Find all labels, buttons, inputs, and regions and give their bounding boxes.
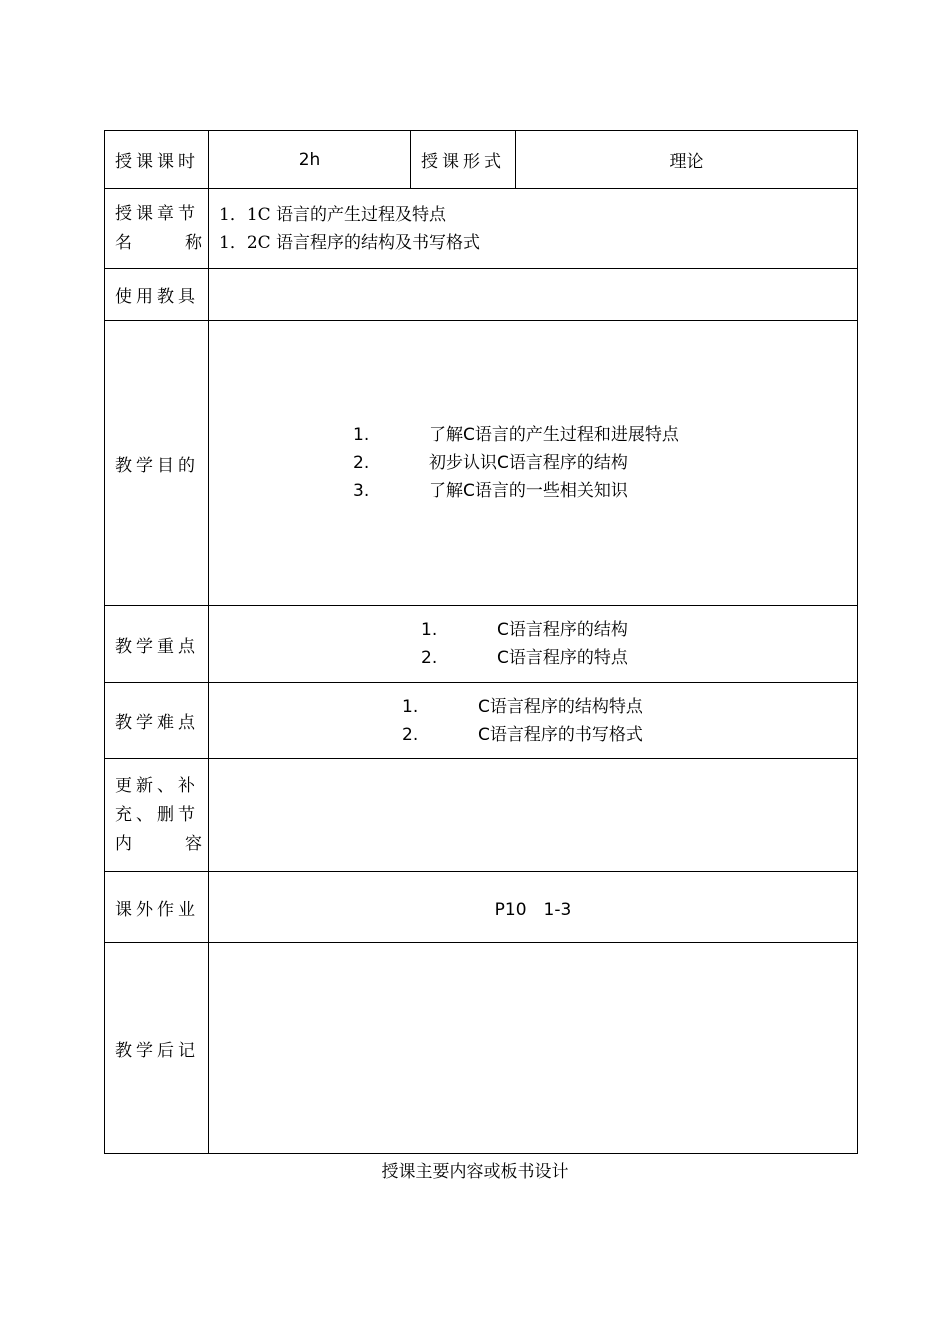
board-design-caption: 授课主要内容或板书设计 <box>381 1162 569 1182</box>
update-label-rong: 容 <box>185 833 202 854</box>
goal-item <box>353 421 715 449</box>
hours-value: 2h <box>209 131 411 189</box>
lesson-plan-table <box>104 130 858 1154</box>
update-label <box>105 759 209 872</box>
difficult-item <box>402 693 682 721</box>
key-label: 教学重点 <box>105 606 209 683</box>
goal-text: 了解C语言的一些相关知识 <box>429 481 628 501</box>
update-label-line1: 更新、补 <box>115 775 199 796</box>
afterword-label: 教学后记 <box>105 943 209 1154</box>
chapter-label <box>105 189 209 269</box>
goal-num: 3. <box>353 481 370 501</box>
goals-cell <box>209 321 858 606</box>
row-tools <box>105 269 858 321</box>
chapter-item: 1．2C 语言程序的结构及书写格式 <box>219 232 481 253</box>
chapter-label-line1: 授课章节 <box>115 203 199 224</box>
difficult-item <box>402 721 682 749</box>
homework-label: 课外作业 <box>105 872 209 943</box>
chapter-label-ming: 名 <box>115 232 132 253</box>
row-update <box>105 759 858 872</box>
key-item <box>421 616 661 644</box>
row-hours <box>105 131 858 189</box>
row-difficult-points <box>105 683 858 759</box>
difficult-text: C语言程序的书写格式 <box>478 724 643 745</box>
row-homework <box>105 872 858 943</box>
key-item <box>421 644 661 672</box>
tools-label: 使用教具 <box>105 269 209 321</box>
key-num: 1. <box>421 620 438 640</box>
homework-value: P10 1-3 <box>209 872 858 943</box>
goal-text: 了解C语言的产生过程和进展特点 <box>429 425 679 445</box>
goal-text: 初步认识C语言程序的结构 <box>429 453 628 473</box>
form-value: 理论 <box>516 131 858 189</box>
key-cell <box>209 606 858 683</box>
chapter-label-cheng: 称 <box>185 232 202 253</box>
row-key-points <box>105 606 858 683</box>
row-afterword <box>105 943 858 1154</box>
key-list <box>421 616 661 672</box>
update-label-line3 <box>115 830 208 859</box>
goal-item <box>353 477 715 505</box>
row-chapter <box>105 189 858 269</box>
update-label-line2: 充、删节 <box>115 804 199 825</box>
difficult-text: C语言程序的结构特点 <box>478 696 643 717</box>
goal-num: 1. <box>353 425 370 445</box>
difficult-num: 1. <box>402 696 419 717</box>
difficult-label: 教学难点 <box>105 683 209 759</box>
difficult-cell <box>209 683 858 759</box>
goal-num: 2. <box>353 453 370 473</box>
difficult-list <box>402 693 682 749</box>
row-goals <box>105 321 858 606</box>
form-label: 授课形式 <box>411 131 516 189</box>
chapter-label-line2 <box>115 229 208 258</box>
chapter-item: 1．1C 语言的产生过程及特点 <box>219 204 447 225</box>
update-value <box>209 759 858 872</box>
goals-label: 教学目的 <box>105 321 209 606</box>
goals-list <box>353 421 715 505</box>
afterword-value <box>209 943 858 1154</box>
tools-value <box>209 269 858 321</box>
chapter-list <box>209 189 858 269</box>
hours-label: 授课课时 <box>105 131 209 189</box>
difficult-num: 2. <box>402 724 419 745</box>
goal-item <box>353 449 715 477</box>
key-num: 2. <box>421 648 438 668</box>
update-label-nei: 内 <box>115 833 132 854</box>
key-text: C语言程序的结构 <box>497 620 628 640</box>
key-text: C语言程序的特点 <box>497 648 628 668</box>
